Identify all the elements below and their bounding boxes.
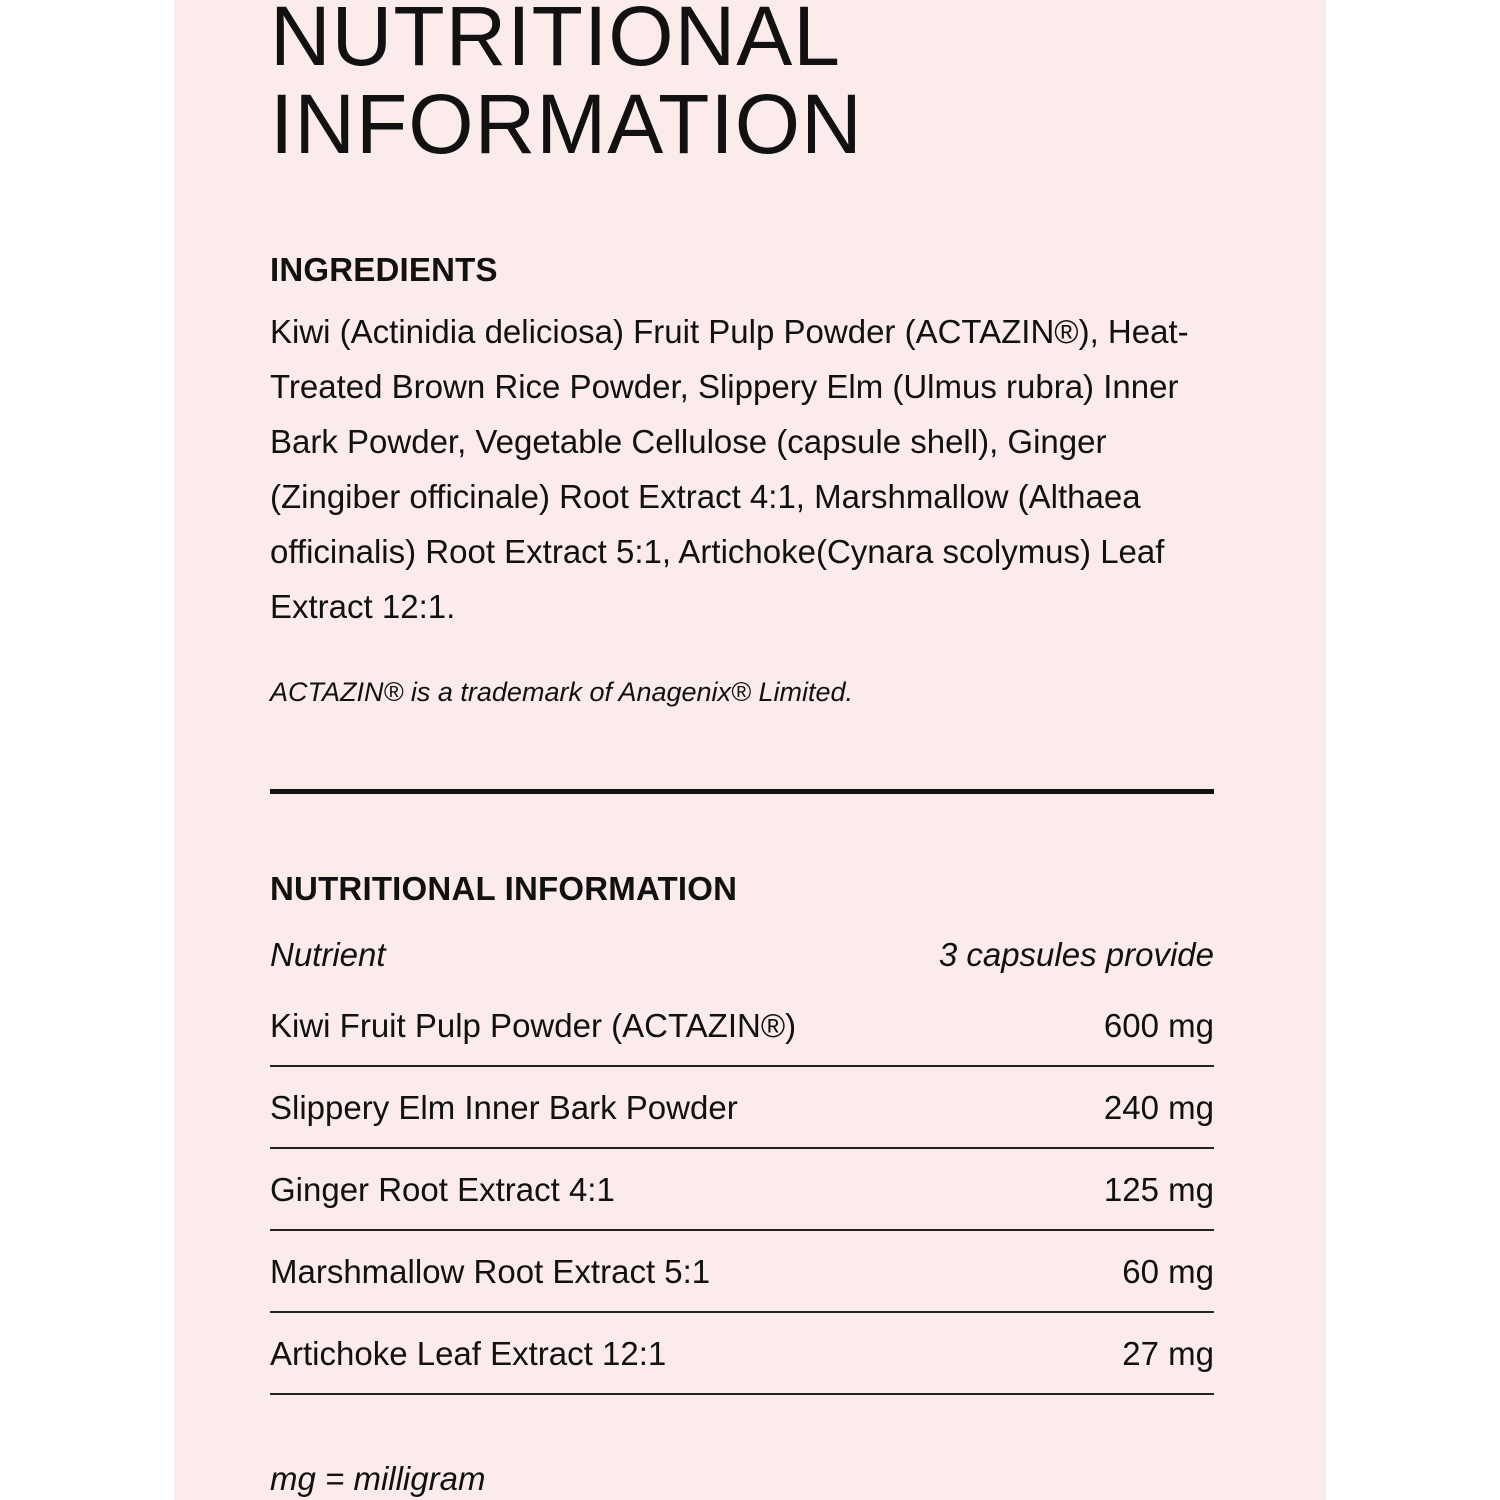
page-title: NUTRITIONAL INFORMATION	[270, 0, 863, 171]
nutrient-name: Kiwi Fruit Pulp Powder (ACTAZIN®)	[270, 1007, 797, 1044]
nutrition-table-header	[270, 933, 1214, 977]
info-panel	[174, 0, 1326, 1500]
ingredients-heading: INGREDIENTS	[270, 251, 498, 288]
nutrient-amount: 60 mg	[1122, 1253, 1214, 1290]
nutrient-name: Marshmallow Root Extract 5:1	[270, 1253, 711, 1290]
table-row	[270, 1149, 1214, 1231]
nutrient-amount: 240 mg	[1103, 1089, 1214, 1126]
nutrient-amount: 600 mg	[1103, 1007, 1214, 1044]
nutrient-amount: 27 mg	[1122, 1335, 1214, 1372]
column-header-nutrient: Nutrient	[270, 936, 386, 973]
nutrition-table	[270, 985, 1214, 1395]
trademark-note: ACTAZIN® is a trademark of Anagenix® Limited.	[270, 677, 853, 707]
table-row	[270, 1231, 1214, 1313]
section-divider	[270, 789, 1214, 794]
table-row	[270, 985, 1214, 1067]
nutrient-name: Slippery Elm Inner Bark Powder	[270, 1089, 738, 1126]
nutrient-name: Ginger Root Extract 4:1	[270, 1171, 615, 1208]
table-row	[270, 1067, 1214, 1149]
nutrient-name: Artichoke Leaf Extract 12:1	[270, 1335, 667, 1372]
table-row	[270, 1313, 1214, 1395]
nutrition-heading: NUTRITIONAL INFORMATION	[270, 870, 738, 907]
unit-footnote: mg = milligram	[270, 1460, 486, 1497]
ingredients-text: Kiwi (Actinidia deliciosa) Fruit Pulp Powder (ACTAZIN®), Heat-Treated Brown Rice Powder, Slippery Elm (Ulmus rubra) Inner Bark Powder, Vegetable Cellulose (capsule shell), Ginger (Zingiber officinale) Root Extract 4:1, Marshmallow (Althaea officinalis) Root Extract 5:1, Artichoke(Cynara scolymus) Leaf Extract 12:1.	[270, 313, 1189, 625]
nutrient-amount: 125 mg	[1103, 1171, 1214, 1208]
column-header-amount: 3 capsules provide	[938, 936, 1214, 973]
